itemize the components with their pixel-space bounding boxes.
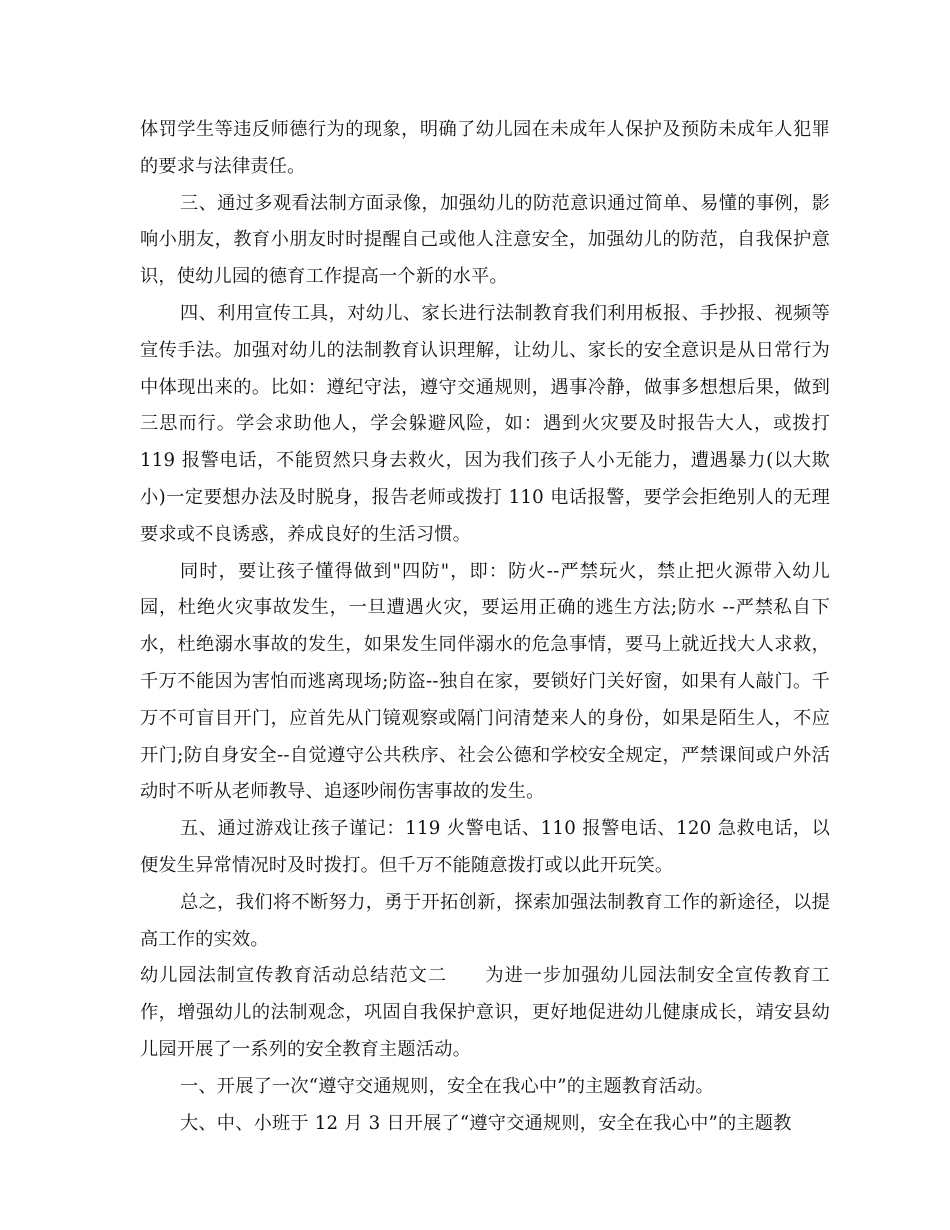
paragraph-four-preventions: 同时，要让孩子懂得做到"四防"，即：防火--严禁玩火，禁止把火源带入幼儿园，杜绝火灾事故发生，一旦遭遇火灾，要运用正确的逃生方法;防水 --严禁私自下水，杜绝溺水事故的发生，如果发生同伴溺水的危急事情，要马上就近找大人求救，千万不能因为害怕而逃离现场;防盗--独自在家，要锁好门关好窗，如果有人敲门。千万不可盲目开门，应首先从门镜观察或隔门问清楚来人的身份，如果是陌生人，不应开门;防自身安全--自觉遵守公共秩序、社会公德和学校安全规定，严禁课间或户外活动时不听从老师教导、追逐吵闹伤害事故的发生。 bbox=[140, 560, 830, 803]
paragraph-point-five: 五、通过游戏让孩子谨记：119 火警电话、110 报警电话、120 急救电话，以便发生异常情况时及时拨打。但千万不能随意拨打或以此开玩笑。 bbox=[140, 818, 830, 876]
paragraph-sample-two-heading: 幼儿园法制宣传教育活动总结范文二 为进一步加强幼儿园法制安全宣传教育工作，增强幼儿的法制观念，巩固自我保护意识，更好地促进幼儿健康成长，靖安县幼儿园开展了一系列的安全教育主题活动。 bbox=[140, 965, 830, 1060]
paragraph-activity-date: 大、中、小班于 12 月 3 日开展了“遵守交通规则，安全在我心中”的主题教 bbox=[180, 1112, 792, 1134]
paragraph-point-four: 四、利用宣传工具，对幼儿、家长进行法制教育我们利用板报、手抄报、视频等宣传手法。加强对幼儿的法制教育认识理解，让幼儿、家长的安全意识是从日常行为中体现出来的。比如：遵纪守法，遵守交通规则，遇事冷静，做事多想想后果，做到三思而行。学会求助他人，学会躲避风险，如：遇到火灾要及时报告大人，或拨打 119 报警电话，不能贸然只身去救火，因为我们孩子人小无能力，遭遇暴力(以大欺小)一定要想办法及时脱身，报告老师或拨打 110 电话报警，要学会拒绝别人的无理要求或不良诱惑，养成良好的生活习惯。 bbox=[140, 302, 830, 545]
paragraph-point-three: 三、通过多观看法制方面录像，加强幼儿的防范意识通过简单、易懂的事例，影响小朋友，教育小朋友时时提醒自己或他人注意安全，加强幼儿的防范，自我保护意识，使幼儿园的德育工作提高一个新的水平。 bbox=[140, 192, 830, 288]
document-body bbox=[140, 112, 830, 1142]
paragraph-conclusion: 总之，我们将不断努力，勇于开拓创新，探索加强法制教育工作的新途径，以提高工作的实效。 bbox=[140, 891, 830, 950]
paragraph-activity-one: 一、开展了一次“遵守交通规则，安全在我心中”的主题教育活动。 bbox=[180, 1075, 714, 1097]
paragraph-intro-continuation: 体罚学生等违反师德行为的现象，明确了幼儿园在未成年人保护及预防未成年人犯罪的要求与法律责任。 bbox=[140, 119, 830, 177]
